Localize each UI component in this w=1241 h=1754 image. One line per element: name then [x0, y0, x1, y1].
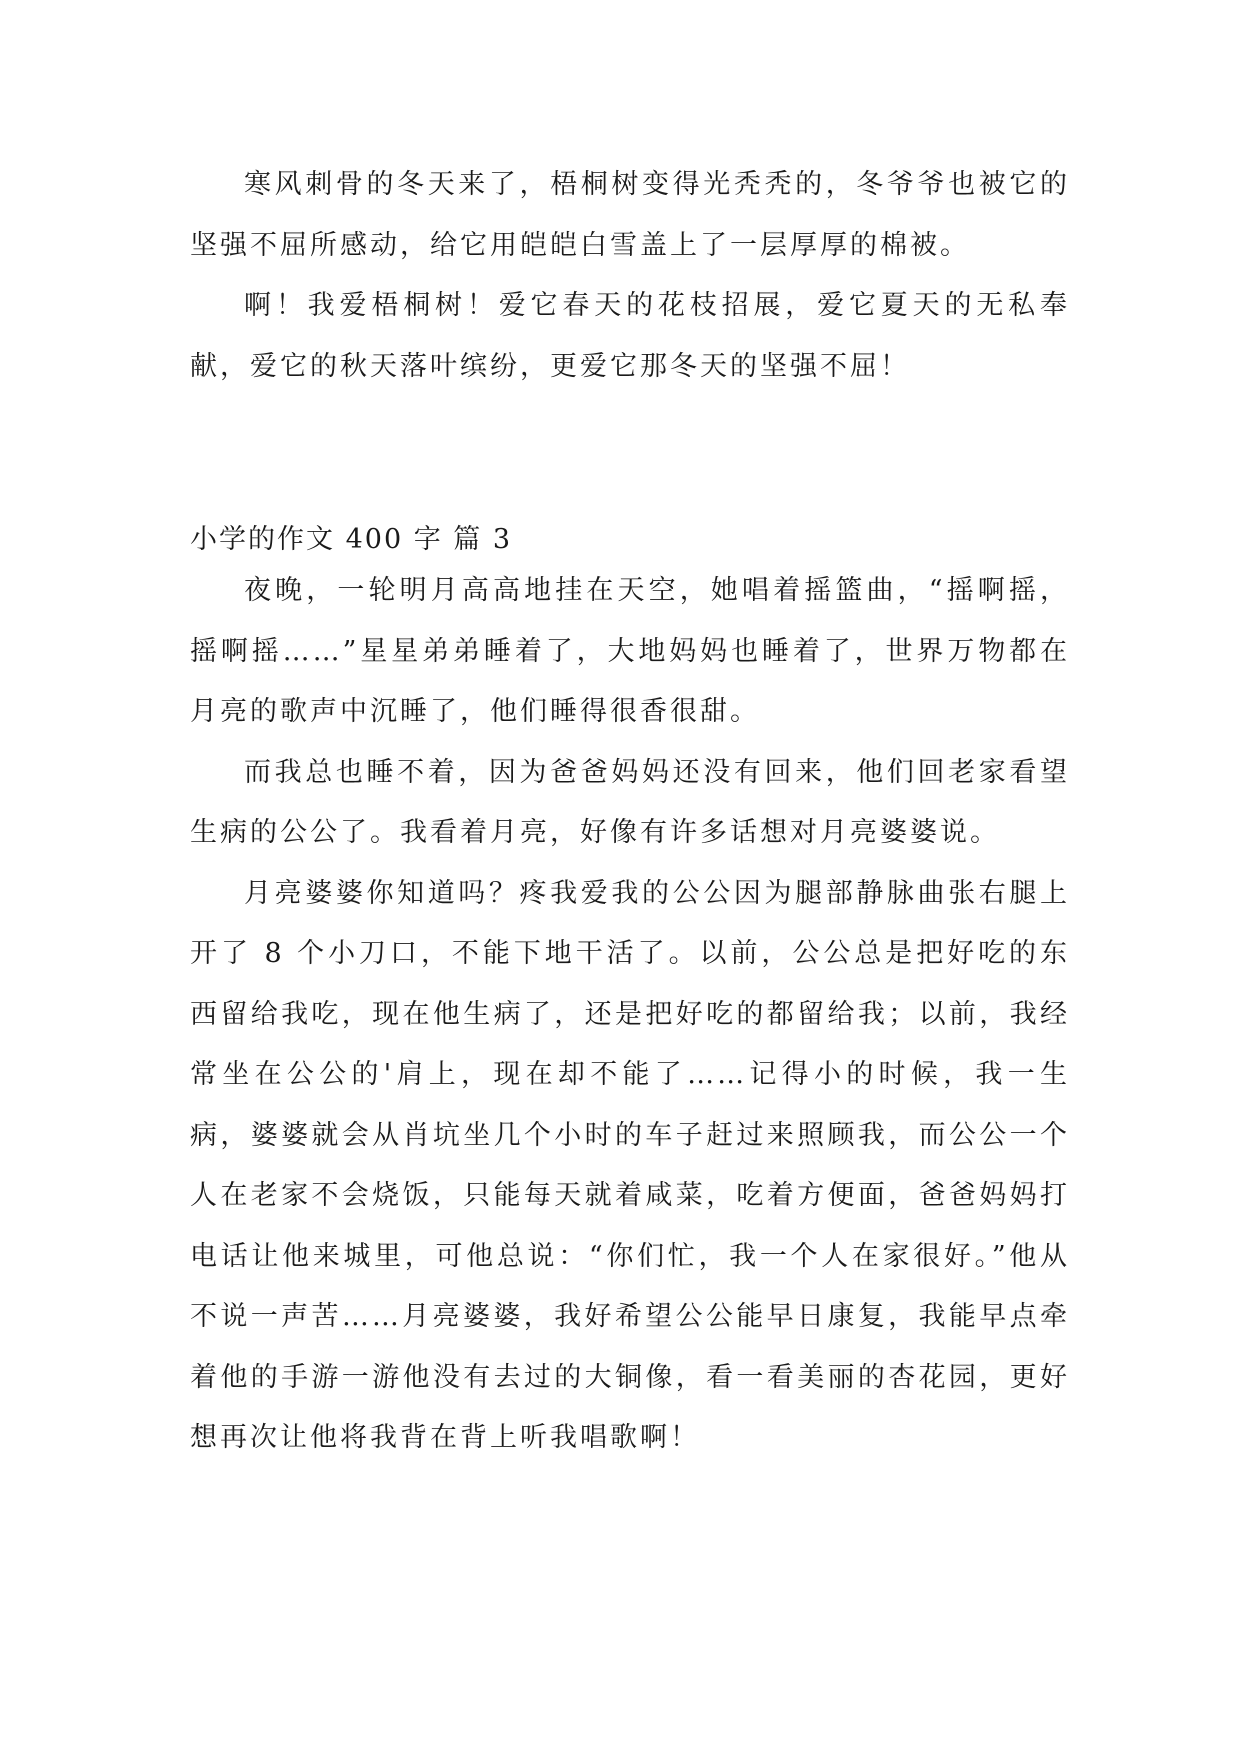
paragraph: 月亮婆婆你知道吗？疼我爱我的公公因为腿部静脉曲张右腿上开了 8 个小刀口，不能下地干活了。以前，公公总是把好吃的东西留给我吃，现在他生病了，还是把好吃的都留给我；以前，我经常坐在公公的'肩上，现在却不能了……记得小的时候，我一生病，婆婆就会从肖坑坐几个小时的车子赶过来照顾我，而公公一个人在老家不会烧饭，只能每天就着咸菜，吃着方便面，爸爸妈妈打电话让他来城里，可他总说：“你们忙，我一个人在家很好。”他从不说一声苦……月亮婆婆，我好希望公公能早日康复，我能早点牵着他的手游一游他没有去过的大铜像，看一看美丽的杏花园，更好想再次让他将我背在背上听我唱歌啊！ — [190, 877, 1070, 1453]
top-text-block — [190, 155, 1070, 397]
paragraph: 而我总也睡不着，因为爸爸妈妈还没有回来，他们回老家看望生病的公公了。我看着月亮，好像有许多话想对月亮婆婆说。 — [190, 756, 1070, 848]
paragraph: 啊！我爱梧桐树！爱它春天的花枝招展，爱它夏天的无私奉献，爱它的秋天落叶缤纷，更爱它那冬天的坚强不屈！ — [190, 290, 1070, 382]
paragraph: 夜晚，一轮明月高高地挂在天空，她唱着摇篮曲，“摇啊摇，摇啊摇……”星星弟弟睡着了，大地妈妈也睡着了，世界万物都在月亮的歌声中沉睡了，他们睡得很香很甜。 — [190, 575, 1070, 727]
paragraph: 寒风刺骨的冬天来了，梧桐树变得光秃秃的，冬爷爷也被它的坚强不屈所感动，给它用皑皑白雪盖上了一层厚厚的棉被。 — [190, 169, 1070, 261]
section-text-block — [190, 561, 1070, 1469]
section-heading: 小学的作文 400 字 篇 3 — [190, 524, 513, 555]
